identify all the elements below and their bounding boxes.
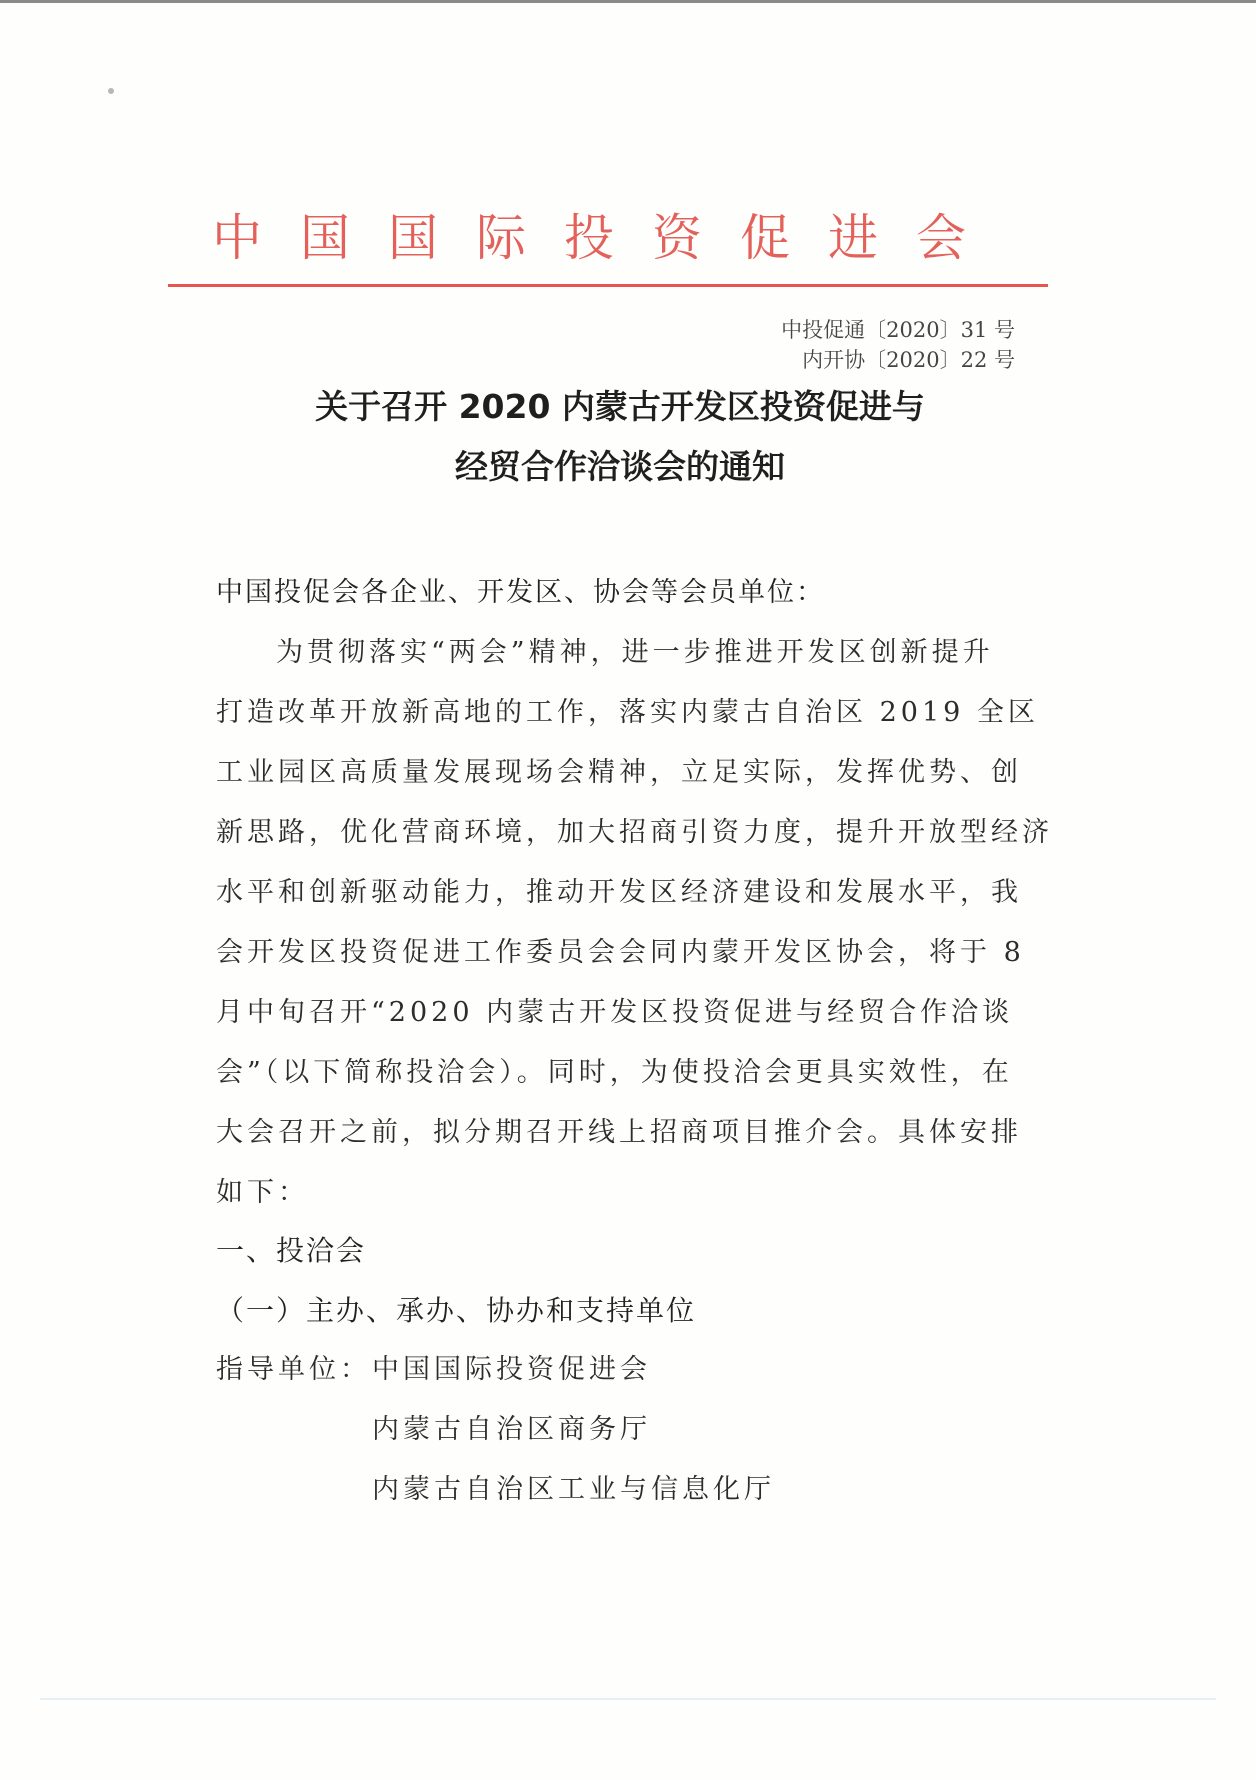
letterhead-red-rule <box>168 284 1048 287</box>
scan-bottom-band <box>40 1698 1216 1700</box>
subsection-heading: （一）主办、承办、协办和支持单位 <box>216 1294 697 1327</box>
guidance-unit-item: 中国国际投资促进会 <box>372 1354 651 1385</box>
scan-artifact-dot <box>108 88 114 94</box>
body-paragraph-line: 大会召开之前，拟分期召开线上招商项目推介会。具体安排 <box>216 1117 1022 1148</box>
guidance-unit-label: 指导单位： <box>216 1354 371 1385</box>
letterhead-org-name: 中国国际投资促进会 <box>212 209 1004 267</box>
body-paragraph-line: 如下： <box>216 1177 309 1208</box>
body-paragraph-line: 会开发区投资促进工作委员会会同内蒙开发区协会，将于 8 <box>216 937 1025 968</box>
body-paragraph-line: 工业园区高质量发展现场会精神，立足实际，发挥优势、创 <box>216 757 1022 788</box>
body-paragraph-line: 为贯彻落实“两会”精神，进一步推进开发区创新提升 <box>276 637 994 668</box>
notice-title-line-1: 关于召开 2020 内蒙古开发区投资促进与 <box>315 387 925 426</box>
salutation: 中国投促会各企业、开发区、协会等会员单位： <box>216 577 825 608</box>
document-number-2: 内开协〔2020〕22 号 <box>802 348 1015 372</box>
body-paragraph-line: 新思路，优化营商环境，加大招商引资力度，提升开放型经济 <box>216 817 1053 848</box>
scan-top-edge <box>0 0 1256 3</box>
body-paragraph-line: 水平和创新驱动能力，推动开发区经济建设和发展水平，我 <box>216 877 1022 908</box>
guidance-unit-item: 内蒙古自治区商务厅 <box>372 1414 651 1445</box>
notice-title-line-2: 经贸合作洽谈会的通知 <box>455 447 785 486</box>
body-paragraph-line: 月中旬召开“2020 内蒙古开发区投资促进与经贸合作洽谈 <box>216 997 1014 1028</box>
body-paragraph-line: 打造改革开放新高地的工作，落实内蒙古自治区 2019 全区 <box>216 697 1039 728</box>
body-paragraph-line: 会”（以下简称投洽会）。同时，为使投洽会更具实效性，在 <box>216 1057 1013 1088</box>
document-number-1: 中投促通〔2020〕31 号 <box>781 318 1015 342</box>
section-heading: 一、投洽会 <box>216 1234 367 1267</box>
guidance-unit-item: 内蒙古自治区工业与信息化厅 <box>372 1474 775 1505</box>
